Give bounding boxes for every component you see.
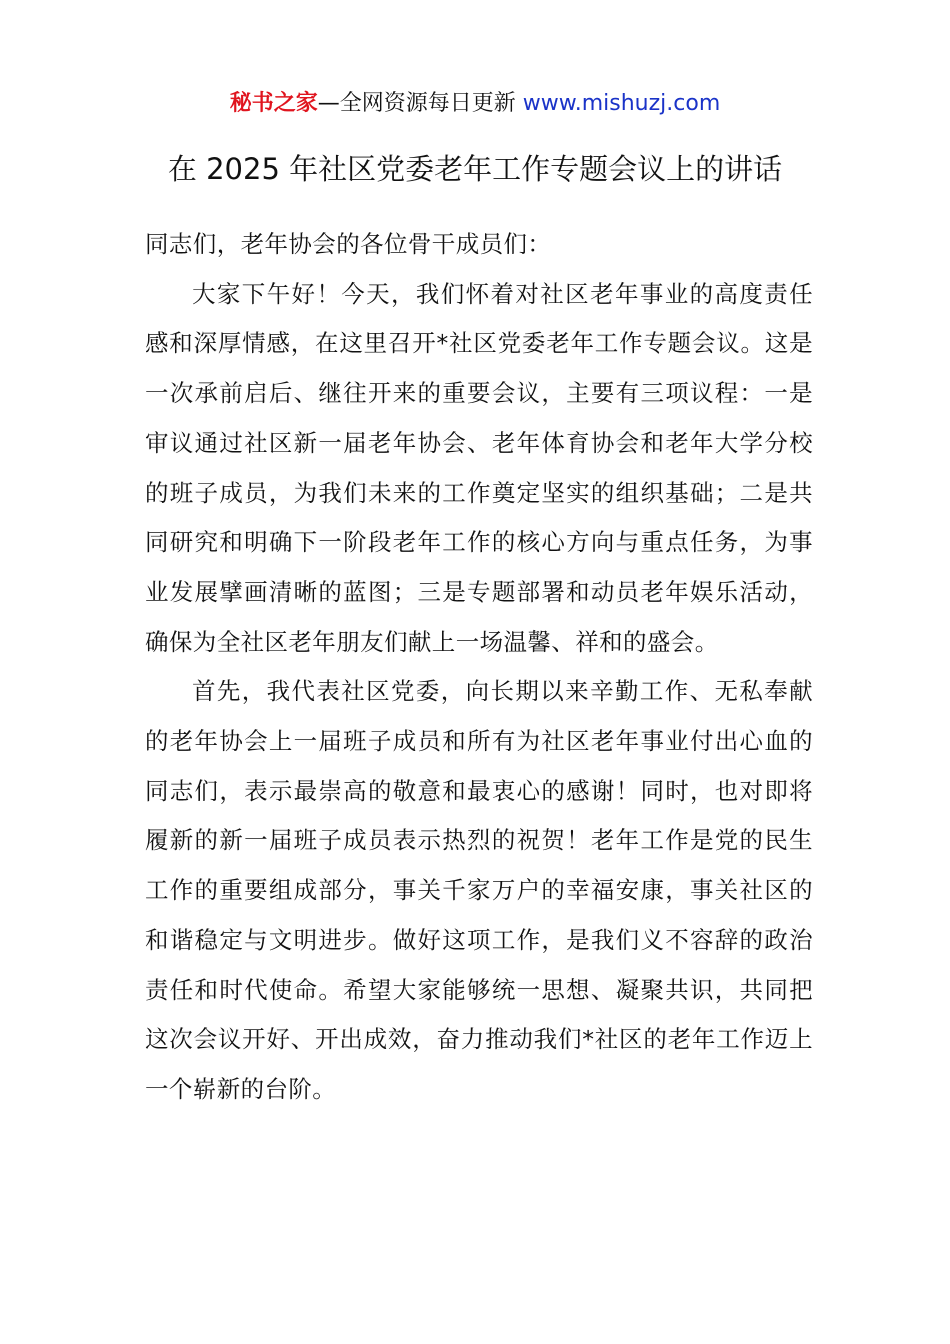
paragraph-thanks: 首先，我代表社区党委，向长期以来辛勤工作、无私奉献的老年协会上一届班子成员和所有为社区老年事业付出心血的同志们，表示最崇高的敬意和最衷心的感谢！同时，也对即将履新的新一届班子成员表示热烈的祝贺！老年工作是党的民生工作的重要组成部分，事关千家万户的幸福安康，事关社区的和谐稳定与文明进步。做好这项工作，是我们义不容辞的政治责任和时代使命。希望大家能够统一思想、凝聚共识，共同把这次会议开好、开出成效，奋力推动我们*社区的老年工作迈上一个崭新的台阶。 xyxy=(145,677,813,1103)
document-title: 在 2025 年社区党委老年工作专题会议上的讲话 xyxy=(167,152,783,186)
site-url[interactable]: www.mishuzj.com xyxy=(522,91,721,116)
salutation: 同志们，老年协会的各位骨干成员们： xyxy=(145,230,552,258)
speech-body xyxy=(145,220,813,1115)
paragraph-agenda: 大家下午好！今天，我们怀着对社区老年事业的高度责任感和深厚情感，在这里召开*社区党委老年工作专题会议。这是一次承前启后、继往开来的重要会议，主要有三项议程：一是审议通过社区新一届老年协会、老年体育协会和老年大学分校的班子成员，为我们未来的工作奠定坚实的组织基础；二是共同研究和明确下一阶段老年工作的核心方向与重点任务，为事业发展擘画清晰的蓝图；三是专题部署和动员老年娱乐活动，确保为全社区老年朋友们献上一场温馨、祥和的盛会。 xyxy=(145,279,813,656)
site-header xyxy=(0,86,950,122)
header-tagline: —全网资源每日更新 xyxy=(317,91,516,116)
brand-name: 秘书之家 xyxy=(229,91,318,116)
